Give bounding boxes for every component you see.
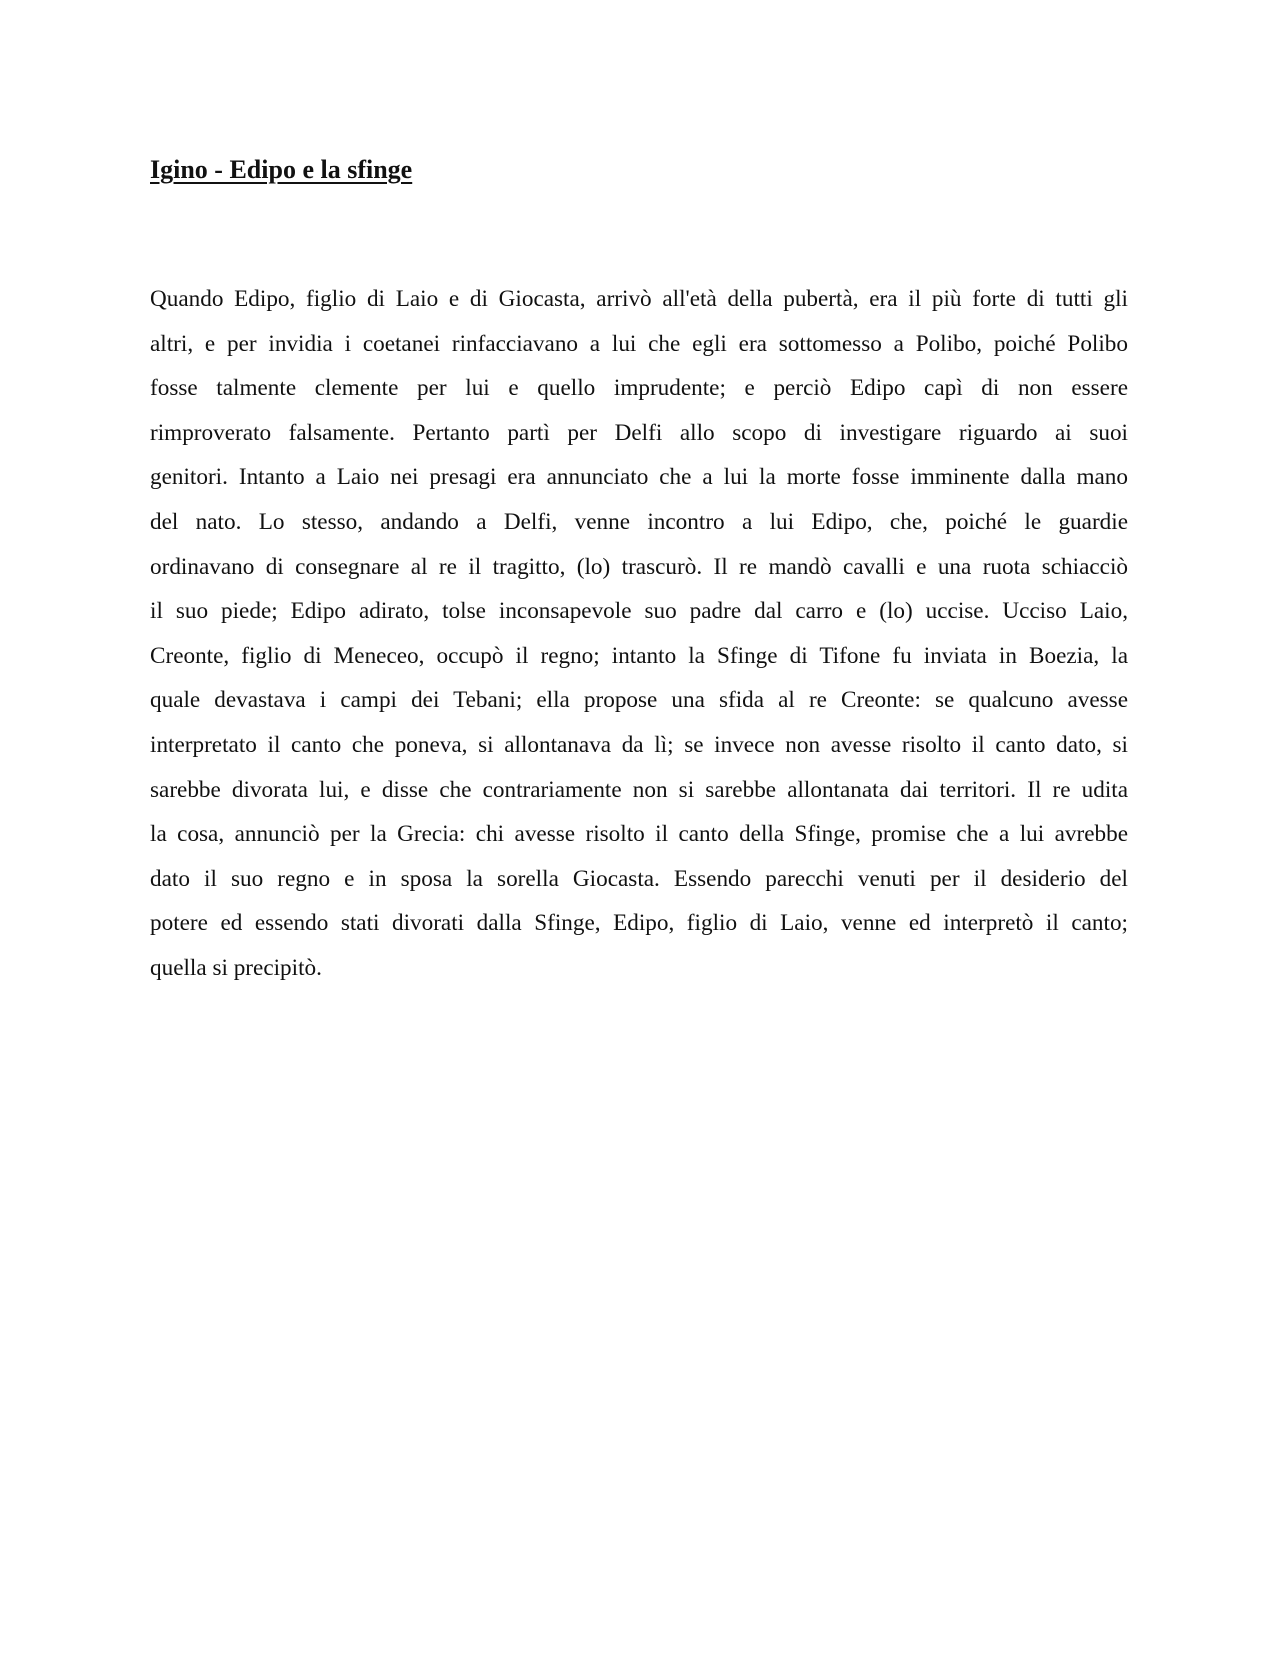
text-line: del nato. Lo stesso, andando a Delfi, venne incontro a lui Edipo, che, poiché le guardie <box>150 508 1128 535</box>
text-line: dato il suo regno e in sposa la sorella Giocasta. Essendo parecchi venuti per il desiderio del <box>150 865 1128 892</box>
text-line: potere ed essendo stati divorati dalla Sfinge, Edipo, figlio di Laio, venne ed interpretò il canto; <box>150 910 1128 937</box>
text-line: rimproverato falsamente. Pertanto partì per Delfi allo scopo di investigare riguardo ai suoi <box>150 419 1128 446</box>
text-line: il suo piede; Edipo adirato, tolse inconsapevole suo padre dal carro e (lo) uccise. Ucciso Laio, <box>150 598 1128 625</box>
text-line: genitori. Intanto a Laio nei presagi era annunciato che a lui la morte fosse imminente dalla mano <box>150 464 1128 491</box>
text-line: quale devastava i campi dei Tebani; ella propose una sfida al re Creonte: se qualcuno avesse <box>150 687 1128 714</box>
text-line-last: quella si precipitò. <box>150 954 322 981</box>
text-line: la cosa, annunciò per la Grecia: chi avesse risolto il canto della Sfinge, promise che a lui avrebbe <box>150 821 1128 848</box>
text-line: fosse talmente clemente per lui e quello imprudente; e perciò Edipo capì di non essere <box>150 375 1128 402</box>
text-line: interpretato il canto che poneva, si allontanava da lì; se invece non avesse risolto il canto dato, si <box>150 731 1128 758</box>
document-body <box>150 277 1128 991</box>
text-line: altri, e per invidia i coetanei rinfacciavano a lui che egli era sottomesso a Polibo, poiché Polibo <box>150 330 1128 357</box>
text-line: sarebbe divorata lui, e disse che contrariamente non si sarebbe allontanata dai territori. Il re udita <box>150 776 1128 803</box>
text-line: ordinavano di consegnare al re il tragitto, (lo) trascurò. Il re mandò cavalli e una ruota schiacciò <box>150 553 1128 580</box>
text-line: Creonte, figlio di Meneceo, occupò il regno; intanto la Sfinge di Tifone fu inviata in Boezia, la <box>150 642 1128 669</box>
document-title: Igino - Edipo e la sfinge <box>150 155 413 184</box>
text-line: Quando Edipo, figlio di Laio e di Giocasta, arrivò all'età della pubertà, era il più forte di tutti gli <box>150 286 1128 312</box>
